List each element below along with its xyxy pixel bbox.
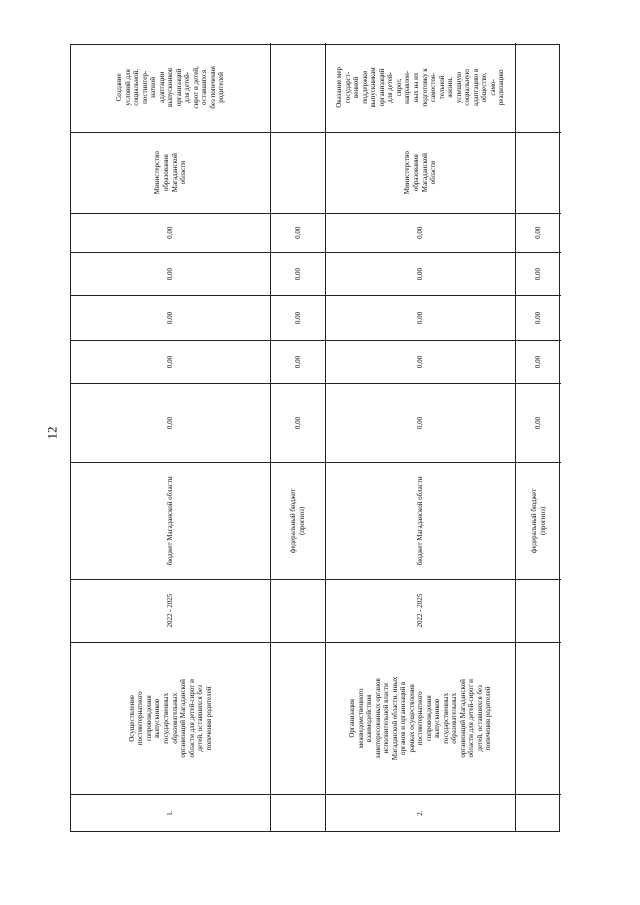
expected-result: Оказание мер государст- венной поддержки выпускникам организаций для детей- сирот, направлен- ных на их подготовку к самостоя- тельной жизни, успешную социальную адаптацию в обществе, само- реализацию — [326, 43, 516, 133]
rotated-table-frame — [70, 44, 560, 832]
executor — [271, 133, 326, 214]
year-value: 0,00 — [326, 214, 516, 253]
year-value: 0,00 — [271, 296, 326, 341]
total-value: 0,00 — [326, 384, 516, 463]
year-value: 0,00 — [271, 253, 326, 296]
year-value: 0,00 — [271, 341, 326, 384]
expected-result — [516, 43, 561, 133]
result-cell — [71, 43, 75, 143]
implementation-period — [271, 580, 326, 643]
total-value: 0,00 — [71, 384, 271, 463]
implementation-period: 2022 - 2025 — [71, 580, 271, 643]
program-activities-table — [70, 44, 560, 832]
year-value: 0,00 — [516, 296, 561, 341]
activity-name: Организация межведомственного взаимодействия заинтересованных органов исполнительной власти Магаданской области, иных органов и организаций в рамках осуществления постинтернатного сопровождения выпускников государственных образовательных организаций Магаданской области для детей-сирот и детей, оставшихся без попечения родителей — [326, 643, 516, 796]
year-value: 0,00 — [516, 341, 561, 384]
table-row-1 — [71, 45, 271, 831]
row-number: 2. — [326, 795, 516, 831]
implementation-period — [516, 580, 561, 643]
year-value: 0,00 — [326, 296, 516, 341]
table-row-4 — [516, 45, 561, 831]
table-row-2 — [271, 45, 326, 831]
expected-result — [271, 43, 326, 133]
year-value: 0,00 — [71, 214, 271, 253]
table-row-3 — [326, 45, 516, 831]
executor — [516, 133, 561, 214]
implementation-period: 2022 - 2025 — [326, 580, 516, 643]
page-number: 12 — [44, 426, 60, 440]
executor: Министерство образования Магаданской области — [71, 133, 271, 214]
activity-name — [271, 643, 326, 796]
expected-result: Создание условий для социальной, постинтер- натной адаптации выпускников организаций для детей- сирот и детей, оставшихся без попечения родителей — [71, 43, 271, 133]
row-number: 1. — [71, 795, 271, 831]
year-value: 0,00 — [516, 253, 561, 296]
funding-source: федеральный бюджет (прогноз) — [271, 463, 326, 580]
funding-source: бюджет Магаданской области — [71, 463, 271, 580]
activity-name — [516, 643, 561, 796]
year-value: 0,00 — [326, 341, 516, 384]
row-number — [516, 795, 561, 831]
funding-source: федеральный бюджет (прогноз) — [516, 463, 561, 580]
year-value: 0,00 — [271, 214, 326, 253]
year-value: 0,00 — [71, 296, 271, 341]
year-value: 0,00 — [71, 341, 271, 384]
row-number — [271, 795, 326, 831]
year-value: 0,00 — [326, 253, 516, 296]
total-value: 0,00 — [271, 384, 326, 463]
executor: Министерство образования Магаданской области — [326, 133, 516, 214]
activity-name: Осуществление постинтернатного сопровождения выпускников государственных образовательных организаций Магаданской области для детей-сирот и детей, оставшихся без попечения родителей — [71, 643, 271, 796]
total-value: 0,00 — [516, 384, 561, 463]
year-value: 0,00 — [516, 214, 561, 253]
funding-source: бюджет Магаданской области — [326, 463, 516, 580]
year-value: 0,00 — [71, 253, 271, 296]
